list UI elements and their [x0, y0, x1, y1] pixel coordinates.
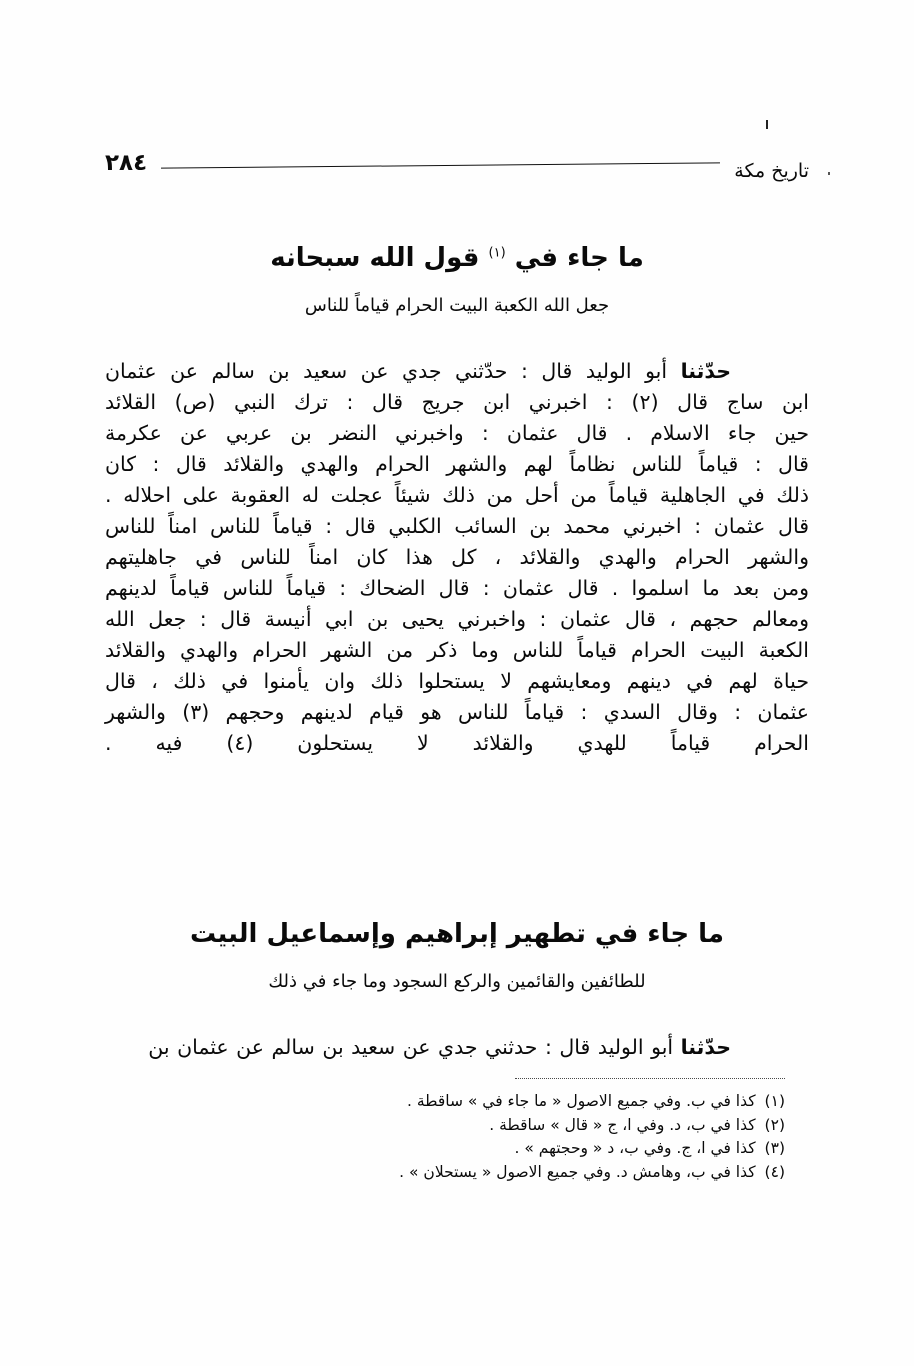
footnote-marker: (١) — [764, 1092, 785, 1110]
footnote-text: كذا في ب. وفي جميع الاصول « ما جاء في » ساقطة . — [406, 1092, 756, 1110]
footnote-marker: (٤) — [764, 1162, 785, 1181]
footnotes-block — [105, 1090, 785, 1184]
page-number: ٢٨٤ — [105, 150, 148, 176]
scan-artifact-speck-secondary — [828, 172, 830, 175]
footnote-separator-rule — [515, 1078, 785, 1080]
section-1-line-10: الكعبة البيت الحرام قياماً للناس وما ذكر من الشهر الحرام والهدي والقلائد — [105, 638, 809, 662]
hadith-lead-word-2: حدّثنا — [680, 1035, 731, 1059]
section-1-line-7: والشهر الحرام والهدي والقلائد ، كل هذا كان امناً للناس في جاهليتهم — [105, 545, 809, 569]
scan-artifact-speck — [766, 120, 768, 129]
section-2-line-1-rest: أبو الوليد قال : حدثني جدي عن سعيد بن سالم عن عثمان بن — [148, 1035, 681, 1059]
footnote-text: كذا في ب، وهامش د. وفي جميع الاصول « يستحلان » . — [399, 1162, 756, 1181]
section-1-paragraph — [105, 356, 809, 387]
section-1-line-1-rest: أبو الوليد قال : حدّثني جدي عن سعيد بن سالم عن عثمان — [105, 359, 681, 383]
section-1-line-8: ومن بعد ما اسلموا . قال عثمان : قال الضحاك : قياماً للناس قياماً لدينهم — [105, 576, 809, 600]
hadith-lead-word: حدّثنا — [680, 359, 731, 383]
running-header — [105, 142, 809, 188]
section-1-line-11: حياة لهم في دينهم ومعايشهم لا يستحلوا ذلك وان يأمنوا في ذلك ، قال — [105, 669, 809, 693]
section-2-title: ما جاء في تطهير إبراهيم وإسماعيل البيت — [190, 919, 724, 949]
footnote-item — [105, 1090, 785, 1114]
section-1-line-6: قال عثمان : اخبرني محمد بن السائب الكلبي قال : قياماً للناس امناً للناس — [105, 514, 809, 538]
section-1-title-footnote-ref: (١) — [488, 245, 506, 261]
section-1-subtitle: جعل الله الكعبة البيت الحرام قياماً للناس — [304, 295, 610, 316]
footnote-text: كذا في ب، د. وفي ا، ج « قال » ساقطة . — [489, 1115, 756, 1134]
footnote-marker: (٢) — [764, 1115, 785, 1134]
section-1-line-3: حين جاء الاسلام . قال عثمان : واخبرني النضر بن عربي عن عكرمة — [105, 421, 809, 445]
footnote-item — [105, 1161, 785, 1185]
footnote-marker: (٣) — [764, 1139, 785, 1157]
section-1-line-13: الحرام قياماً للهدي والقلائد لا يستحلون (٤) فيه . — [105, 731, 809, 755]
section-1-line-12: عثمان : وقال السدي : قياماً للناس هو قيام لدينهم وحجهم (٣) والشهر — [105, 700, 809, 724]
section-1-line-9: ومعالم حجهم ، قال عثمان : واخبرني يحيى بن ابي أنيسة قال : جعل الله — [105, 607, 809, 631]
section-1-line-5: ذلك في الجاهلية قياماً من أحل من ذلك شيئاً عجلت له العقوبة على احلاله . — [105, 483, 809, 507]
section-1-title-part-b: قول الله سبحانه — [270, 243, 480, 273]
section-2-paragraph — [105, 1032, 809, 1063]
footnote-text: كذا في ا، ج. وفي ب، د « وحجتهم » . — [514, 1139, 756, 1157]
book-title: تاريخ مكة — [734, 160, 809, 182]
section-1-line-4: قال : قياماً للناس نظاماً لهم والشهر الحرام والهدي والقلائد قال : كان — [105, 452, 809, 476]
section-2-subtitle: للطائفين والقائمين والركع السجود وما جاء في ذلك — [268, 971, 646, 992]
header-divider-rule — [161, 162, 720, 168]
section-1-title-part-a: ما جاء في — [514, 243, 644, 273]
footnote-item — [105, 1137, 785, 1161]
footnote-item — [105, 1114, 785, 1138]
section-1-title — [105, 240, 809, 276]
section-1-line-2: ابن ساج قال (٢) : اخبرني ابن جريج قال : ترك النبي (ص) القلائد — [105, 390, 809, 414]
